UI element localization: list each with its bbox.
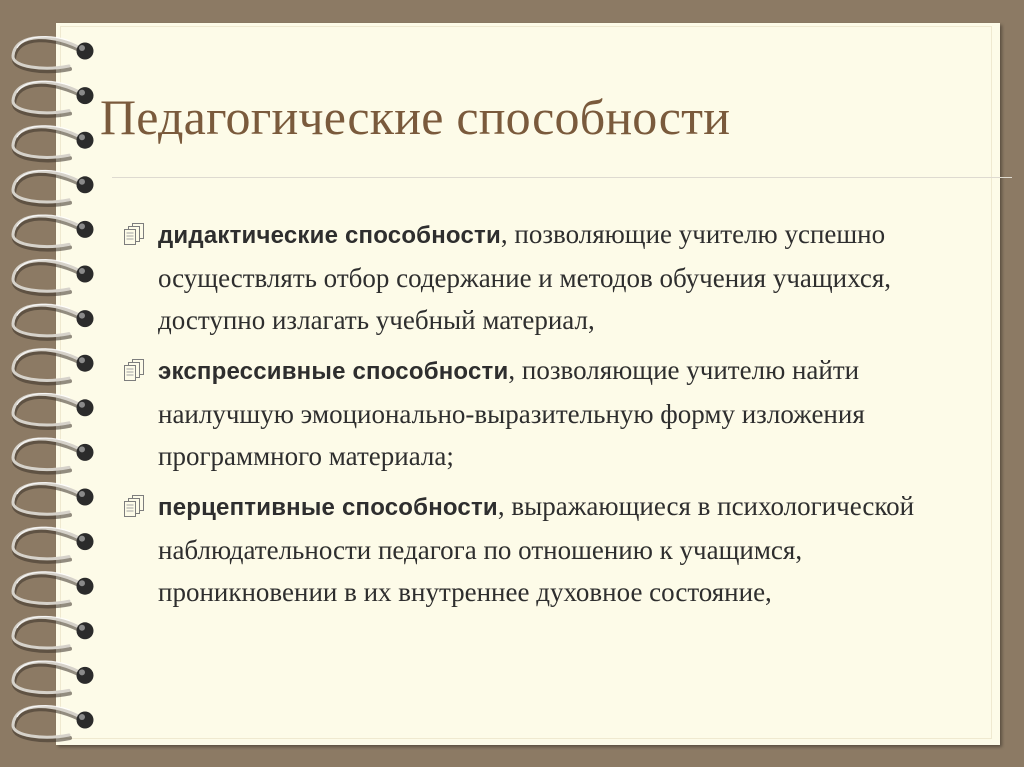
binding-ring [13,572,94,606]
binding-ring [13,616,94,650]
binding-ring [13,170,94,204]
binding-ring [13,126,94,160]
stacked-pages-icon [120,358,146,382]
bullet-term: дидактические способности [158,222,501,249]
bullet-term: экспрессивные способности [158,358,509,385]
bullet-item-expressive [120,349,980,477]
binding-ring [13,661,94,695]
bullet-list [120,213,980,621]
binding-ring [13,37,94,71]
binding-ring [13,260,94,294]
bullet-text: , позволяющие учителю найти наилучшую эмоционально-выразительную форму изложения программного материала; [158,355,865,471]
bullet-text: , позволяющие учителю успешно осуществлять отбор содержание и методов обучения учащихся, доступно излагать учебный материал, [158,219,891,335]
binding-ring [13,215,94,249]
binding-ring [13,393,94,427]
page-title: Педагогические способности [100,89,731,145]
title-divider [112,177,1012,178]
bullet-item-perceptive [120,485,980,613]
binding-ring [13,304,94,338]
stacked-pages-icon [120,222,146,246]
bullet-item-didactic [120,213,980,341]
bullet-term: перцептивные способности [158,494,498,521]
binding-ring [13,483,94,517]
spiral-binding [0,0,110,767]
binding-ring [13,81,94,115]
binding-ring [13,349,94,383]
binding-ring [13,706,94,740]
bullet-text: , выражающиеся в психологической наблюдательности педагога по отношению к учащимся, проникновении в их внутреннее духовное состояние, [158,491,915,607]
stacked-pages-icon [120,494,146,518]
binding-ring [13,438,94,472]
binding-ring [13,527,94,561]
